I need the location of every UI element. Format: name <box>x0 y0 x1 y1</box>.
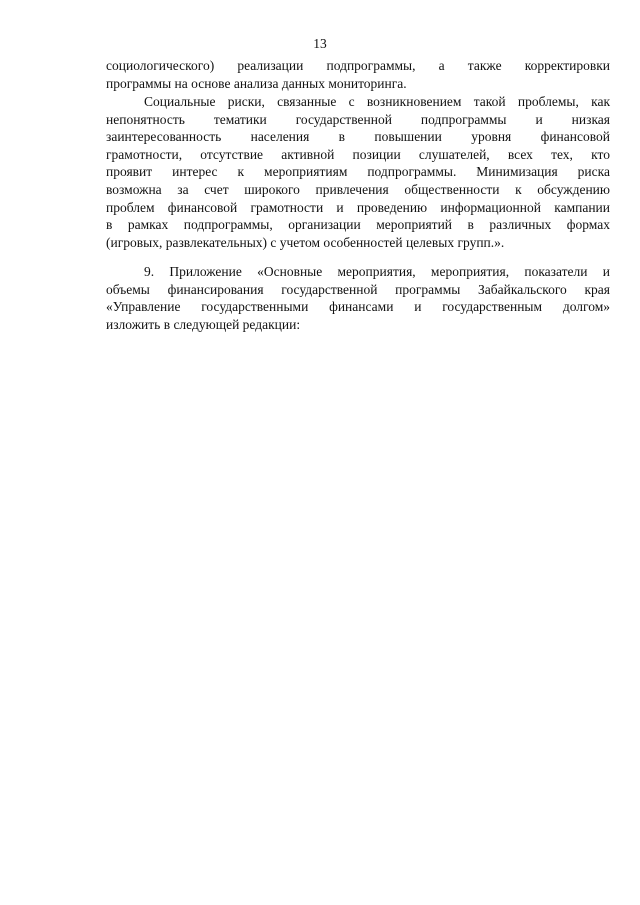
text-line: проявит интерес к мероприятиям подпрограммы. Минимизация риска <box>106 164 610 180</box>
text-line: в рамках подпрограммы, организации мероприятий в различных формах <box>106 217 610 233</box>
text-line: «Управление государственными финансами и государственным долгом» <box>106 299 610 315</box>
text-line: (игровых, развлекательных) с учетом особенностей целевых групп.». <box>106 234 505 250</box>
text-line: заинтересованность населения в повышении уровня финансовой <box>106 129 610 145</box>
text-line: 9. Приложение «Основные мероприятия, мероприятия, показатели и <box>144 264 610 279</box>
text-line: объемы финансирования государственной программы Забайкальского края <box>106 281 610 297</box>
paragraph-item-9 <box>106 263 610 333</box>
text-line: грамотности, отсутствие активной позиции слушателей, всех тех, кто <box>106 146 610 162</box>
text-line: социологического) реализации подпрограммы, а также корректировки <box>106 58 610 73</box>
text-line: программы на основе анализа данных мониторинга. <box>106 75 407 91</box>
text-line: непонятность тематики государственной подпрограммы и низкая <box>106 111 610 127</box>
text-line: проблем финансовой грамотности и проведению информационной кампании <box>106 199 610 215</box>
paragraph-social-risks <box>106 93 610 251</box>
page-number: 13 <box>313 36 327 51</box>
text-line: изложить в следующей редакции: <box>106 316 301 332</box>
text-line: возможна за счет широкого привлечения общественности к обсуждению <box>106 181 610 197</box>
text-line: Социальные риски, связанные с возникновением такой проблемы, как <box>144 94 610 109</box>
paragraph-monitoring <box>106 57 610 92</box>
